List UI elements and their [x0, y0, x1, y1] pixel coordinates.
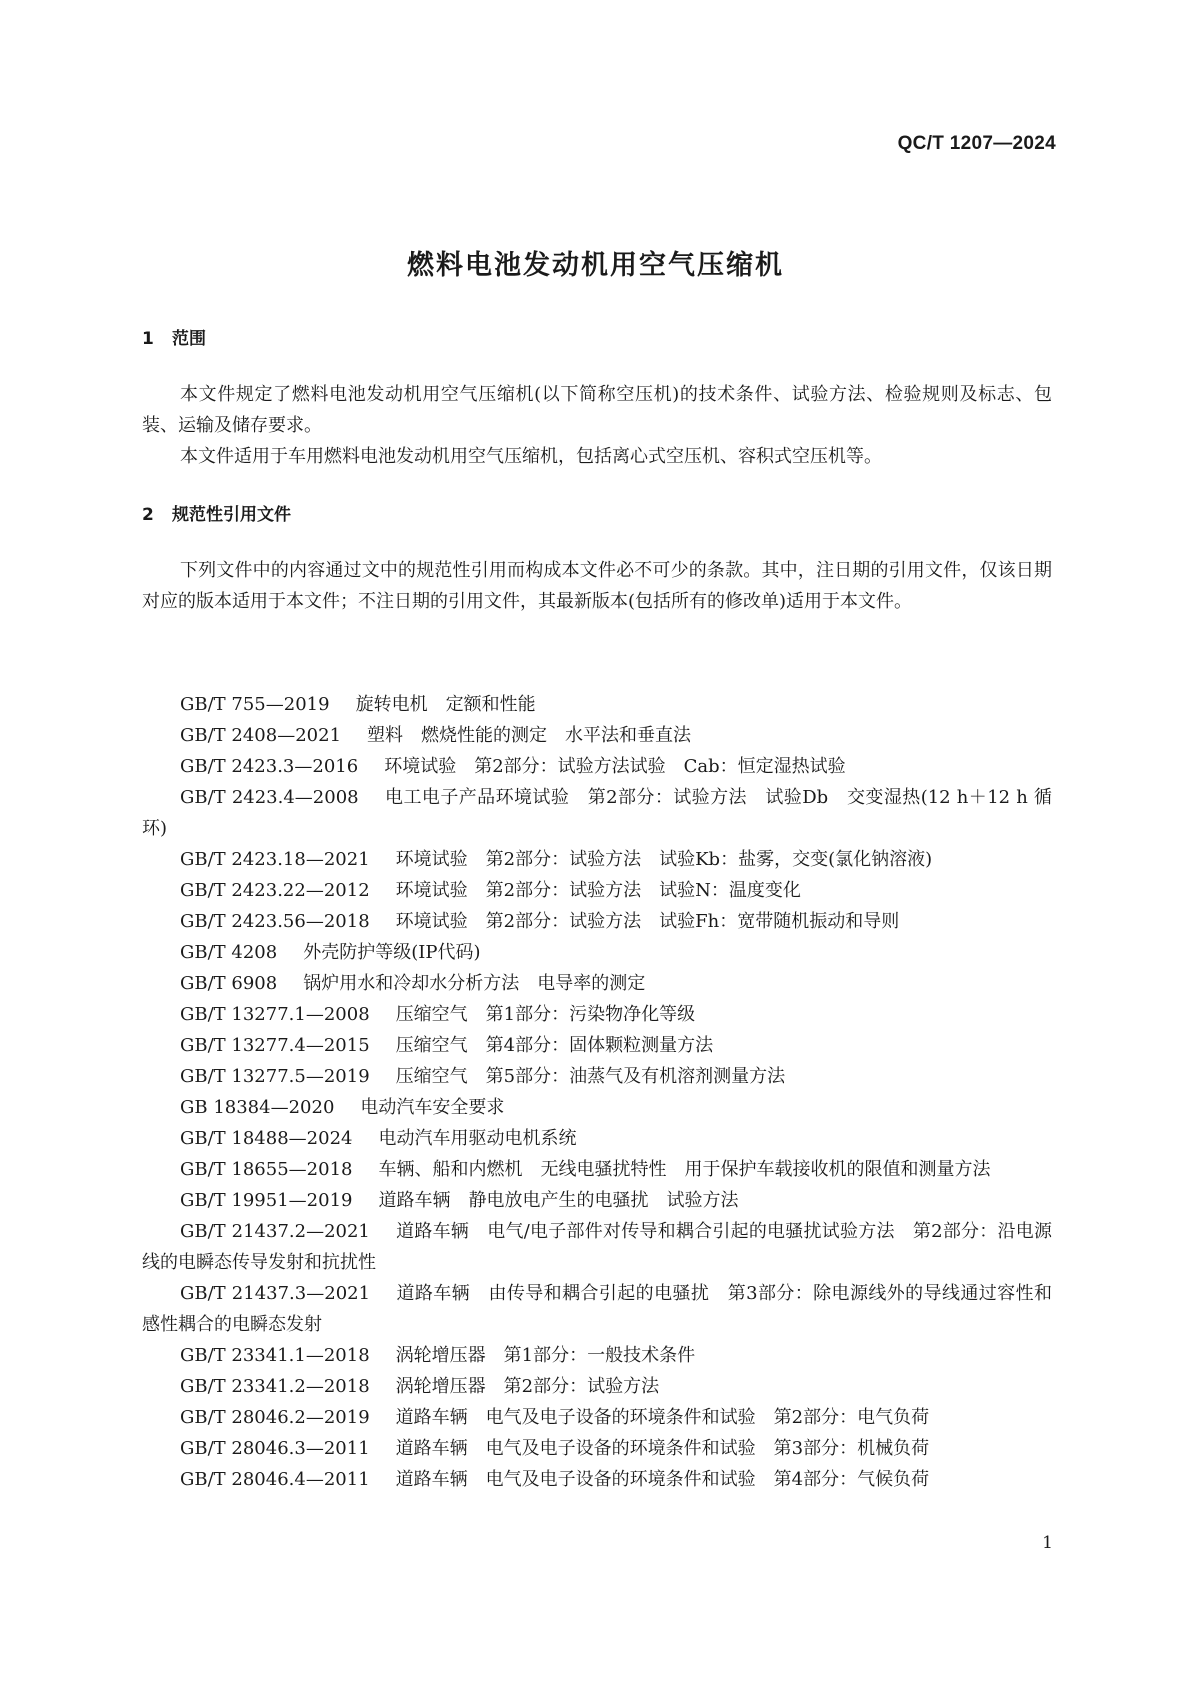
reference-title: 道路车辆 电气/电子部件对传导和耦合引起的电骚扰试验方法 第2部分：沿电源线的电瞬态传导发射和抗扰性 [142, 1221, 1052, 1273]
reference-title: 道路车辆 电气及电子设备的环境条件和试验 第4部分：气候负荷 [395, 1469, 930, 1490]
reference-title: 涡轮增压器 第2部分：试验方法 [395, 1376, 660, 1397]
reference-item [142, 1030, 1052, 1061]
reference-code: GB/T 13277.4—2015 [180, 1035, 370, 1056]
reference-title: 锅炉用水和冷却水分析方法 电导率的测定 [303, 973, 646, 994]
reference-code: GB/T 2423.4—2008 [180, 787, 359, 808]
reference-item [142, 1092, 1052, 1123]
reference-code: GB/T 2423.22—2012 [180, 880, 370, 901]
reference-item [142, 1340, 1052, 1371]
reference-title: 旋转电机 定额和性能 [355, 694, 536, 715]
reference-title: 电动汽车安全要求 [360, 1097, 505, 1118]
reference-code: GB/T 28046.4—2011 [180, 1469, 370, 1490]
reference-code: GB/T 2423.18—2021 [180, 849, 370, 870]
reference-code: GB/T 18655—2018 [180, 1159, 353, 1180]
section-title: 范围 [172, 329, 206, 349]
reference-title: 道路车辆 由传导和耦合引起的电骚扰 第3部分：除电源线外的导线通过容性和感性耦合的电瞬态发射 [142, 1283, 1052, 1335]
reference-code: GB/T 21437.2—2021 [180, 1221, 370, 1242]
reference-item [142, 782, 1052, 844]
reference-title: 涡轮增压器 第1部分：一般技术条件 [395, 1345, 696, 1366]
reference-item [142, 1371, 1052, 1402]
reference-title: 道路车辆 电气及电子设备的环境条件和试验 第3部分：机械负荷 [395, 1438, 930, 1459]
page-number: 1 [1042, 1533, 1053, 1553]
reference-code: GB/T 18488—2024 [180, 1128, 353, 1149]
reference-title: 压缩空气 第5部分：油蒸气及有机溶剂测量方法 [395, 1066, 786, 1087]
reference-title: 道路车辆 电气及电子设备的环境条件和试验 第2部分：电气负荷 [395, 1407, 930, 1428]
reference-title: 压缩空气 第1部分：污染物净化等级 [395, 1004, 696, 1025]
reference-item [142, 1185, 1052, 1216]
section-heading-references [142, 500, 291, 525]
reference-item [142, 1216, 1052, 1278]
reference-code: GB/T 21437.3—2021 [180, 1283, 371, 1304]
reference-code: GB/T 28046.2—2019 [180, 1407, 370, 1428]
reference-code: GB 18384—2020 [180, 1097, 335, 1118]
reference-title: 车辆、船和内燃机 无线电骚扰特性 用于保护车载接收机的限值和测量方法 [378, 1159, 991, 1180]
section-heading-scope [142, 324, 206, 349]
reference-code: GB/T 28046.3—2011 [180, 1438, 370, 1459]
reference-title: 外壳防护等级(IP代码) [303, 942, 481, 963]
reference-item [142, 844, 1052, 875]
reference-item [142, 689, 1052, 720]
reference-title: 道路车辆 静电放电产生的电骚扰 试验方法 [378, 1190, 739, 1211]
standard-code: QC/T 1207—2024 [897, 133, 1056, 154]
reference-item [142, 1154, 1052, 1185]
document-title: 燃料电池发动机用空气压缩机 [407, 250, 784, 281]
reference-item [142, 875, 1052, 906]
reference-code: GB/T 13277.5—2019 [180, 1066, 370, 1087]
reference-item [142, 1464, 1052, 1495]
reference-item [142, 1433, 1052, 1464]
reference-code: GB/T 2423.56—2018 [180, 911, 370, 932]
reference-code: GB/T 2423.3—2016 [180, 756, 359, 777]
scope-paragraphs [142, 379, 1052, 472]
reference-title: 环境试验 第2部分：试验方法 试验Kb：盐雾，交变(氯化钠溶液) [395, 849, 933, 870]
reference-title: 环境试验 第2部分：试验方法试验 Cab：恒定湿热试验 [384, 756, 846, 777]
reference-item [142, 1123, 1052, 1154]
paragraph: 本文件规定了燃料电池发动机用空气压缩机(以下简称空压机)的技术条件、试验方法、检验规则及标志、包装、运输及储存要求。 [142, 384, 1052, 436]
section-title: 规范性引用文件 [172, 505, 291, 525]
reference-title: 环境试验 第2部分：试验方法 试验Fh：宽带随机振动和导则 [395, 911, 900, 932]
reference-title: 环境试验 第2部分：试验方法 试验N：温度变化 [395, 880, 801, 901]
reference-item [142, 999, 1052, 1030]
reference-code: GB/T 2408—2021 [180, 725, 342, 746]
reference-code: GB/T 755—2019 [180, 694, 330, 715]
reference-title: 电工电子产品环境试验 第2部分：试验方法 试验Db 交变湿热(12 h＋12 h 循环) [142, 787, 1052, 839]
reference-item [142, 751, 1052, 782]
reference-item [142, 1061, 1052, 1092]
paragraph: 下列文件中的内容通过文中的规范性引用而构成本文件必不可少的条款。其中，注日期的引用文件，仅该日期对应的版本适用于本文件；不注日期的引用文件，其最新版本(包括所有的修改单)适用于本文件。 [142, 560, 1052, 612]
reference-list [142, 689, 1052, 1495]
reference-title: 压缩空气 第4部分：固体颗粒测量方法 [395, 1035, 714, 1056]
reference-item [142, 720, 1052, 751]
reference-item [142, 906, 1052, 937]
reference-code: GB/T 23341.1—2018 [180, 1345, 370, 1366]
reference-code: GB/T 6908 [180, 973, 278, 994]
paragraph: 本文件适用于车用燃料电池发动机用空气压缩机，包括离心式空压机、容积式空压机等。 [180, 446, 882, 467]
reference-code: GB/T 4208 [180, 942, 278, 963]
reference-code: GB/T 23341.2—2018 [180, 1376, 370, 1397]
section-number: 1 [142, 329, 154, 349]
reference-item [142, 1402, 1052, 1433]
reference-item [142, 1278, 1052, 1340]
section-number: 2 [142, 505, 154, 525]
reference-code: GB/T 13277.1—2008 [180, 1004, 370, 1025]
reference-title: 电动汽车用驱动电机系统 [378, 1128, 577, 1149]
references-intro [142, 555, 1052, 617]
reference-item [142, 937, 1052, 968]
reference-item [142, 968, 1052, 999]
reference-title: 塑料 燃烧性能的测定 水平法和垂直法 [367, 725, 692, 746]
reference-code: GB/T 19951—2019 [180, 1190, 353, 1211]
